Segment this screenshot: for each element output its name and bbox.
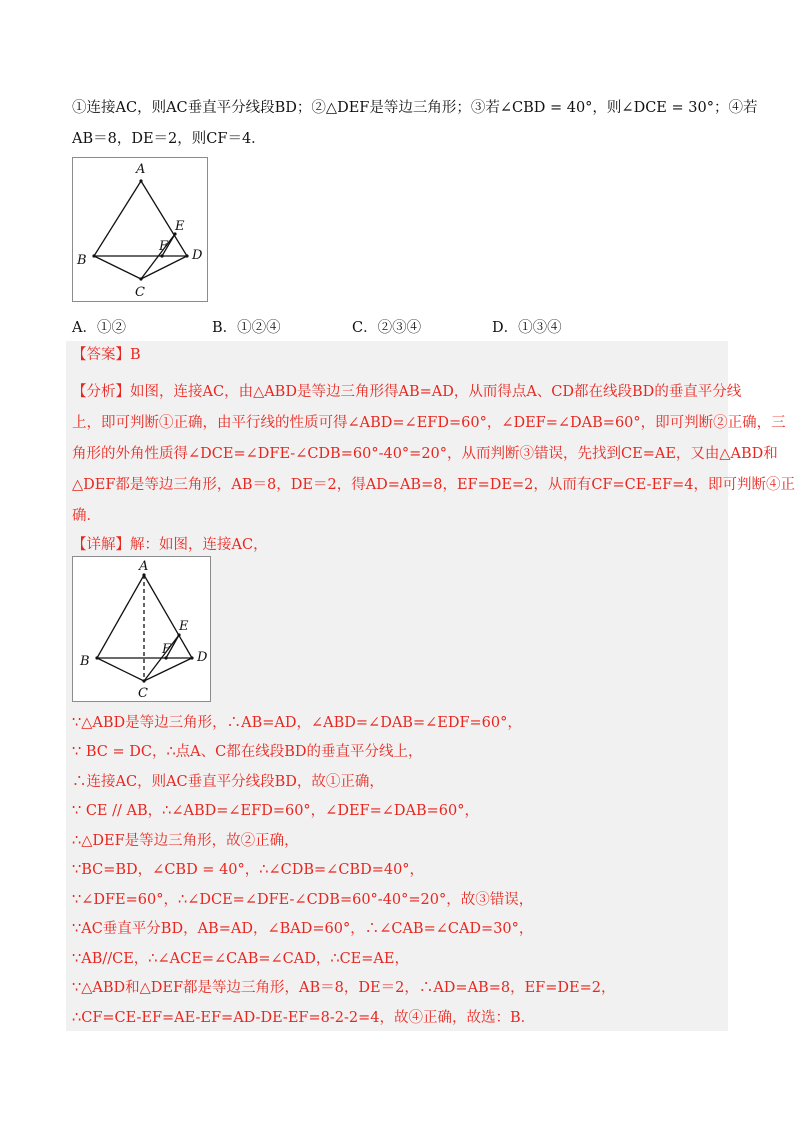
- detail-line-5: ∴△DEF是等边三角形，故②正确，: [72, 833, 299, 849]
- segment-cd: [141, 256, 187, 279]
- label-d: D: [192, 248, 203, 263]
- detail-line-10: ∵△ABD和△DEF都是等边三角形，AB＝8，DE＝2，∴AD=AB=8，EF=DE=2，: [72, 980, 616, 996]
- segment-cd: [144, 658, 192, 681]
- detail-line-1: ∵△ABD是等边三角形，∴AB=AD，∠ABD=∠DAB=∠EDF=60°，: [72, 715, 522, 731]
- label-c: C: [135, 285, 145, 300]
- detail-line-8: ∵AC垂直平分BD，AB=AD，∠BAD=60°，∴∠CAB=∠CAD=30°，: [72, 921, 534, 937]
- analysis-line-4: △DEF都是等边三角形，AB＝8，DE＝2，得AD=AB=8，EF=DE=2，从而有CF=CE-EF=4，即可判断④正: [72, 477, 796, 493]
- label-a: A: [136, 162, 146, 177]
- question-line-2: AB＝8，DE＝2，则CF＝4．: [72, 131, 266, 147]
- detail-line-2: ∵ BC = DC，∴点A、C都在线段BD的垂直平分线上，: [72, 744, 423, 760]
- detail-line-3: ∴连接AC，则AC垂直平分线段BD，故①正确，: [72, 774, 384, 790]
- label-a: A: [139, 559, 149, 574]
- analysis-line-1: 【分析】如图，连接AC，由△ABD是等边三角形得AB=AD，从而得点A、CD都在线段BD的垂直平分线: [72, 384, 742, 400]
- choice-a[interactable]: A．①②: [72, 320, 126, 336]
- label-d: D: [197, 650, 208, 665]
- label-e: E: [179, 619, 189, 634]
- analysis-line-5: 确．: [72, 508, 101, 524]
- detail-header: 【详解】解：如图，连接AC，: [72, 537, 268, 553]
- label-c: C: [138, 686, 148, 701]
- detail-line-4: ∵ CE // AB，∴∠ABD=∠EFD=60°，∠DEF=∠DAB=60°，: [72, 803, 479, 819]
- detail-line-7: ∵∠DFE=60°，∴∠DCE=∠DFE-∠CDB=60°-40°=20°，故③错误，: [72, 892, 534, 908]
- segment-ab: [94, 181, 141, 256]
- question-line-1: ①连接AC，则AC垂直平分线段BD；②△DEF是等边三角形；③若∠CBD = 40°，则∠DCE = 30°；④若: [72, 100, 758, 116]
- detail-line-6: ∵BC=BD，∠CBD = 40°，∴∠CDB=∠CBD=40°，: [72, 862, 425, 878]
- solution-figure: [72, 556, 211, 702]
- choice-c[interactable]: C．②③④: [352, 320, 422, 336]
- segment-bc: [97, 658, 144, 681]
- question-figure: [72, 157, 208, 302]
- label-b: B: [77, 253, 87, 268]
- question-figure-svg: [73, 158, 207, 301]
- detail-line-9: ∵AB//CE，∴∠ACE=∠CAB=∠CAD，∴CE=AE，: [72, 951, 409, 967]
- label-f: F: [162, 642, 172, 657]
- analysis-line-3: 角形的外角性质得∠DCE=∠DFE-∠CDB=60°-40°=20°，从而判断③错误，先找到CE=AE，又由△ABD和: [72, 446, 778, 462]
- segment-ab: [97, 575, 144, 658]
- choice-b[interactable]: B．①②④: [212, 320, 281, 336]
- analysis-line-2: 上，即可判断①正确，由平行线的性质可得∠ABD=∠EFD=60°，∠DEF=∠DAB=60°，即可判断②正确，三: [72, 415, 786, 431]
- label-f: F: [159, 239, 169, 254]
- label-e: E: [175, 219, 185, 234]
- segment-bc: [94, 256, 141, 279]
- choice-d[interactable]: D．①③④: [492, 320, 562, 336]
- answer-line: 【答案】B: [72, 347, 141, 363]
- label-b: B: [80, 654, 90, 669]
- detail-line-11: ∴CF=CE-EF=AE-EF=AD-DE-EF=8-2-2=4，故④正确，故选：B．: [72, 1010, 536, 1026]
- solution-figure-svg: [73, 557, 210, 701]
